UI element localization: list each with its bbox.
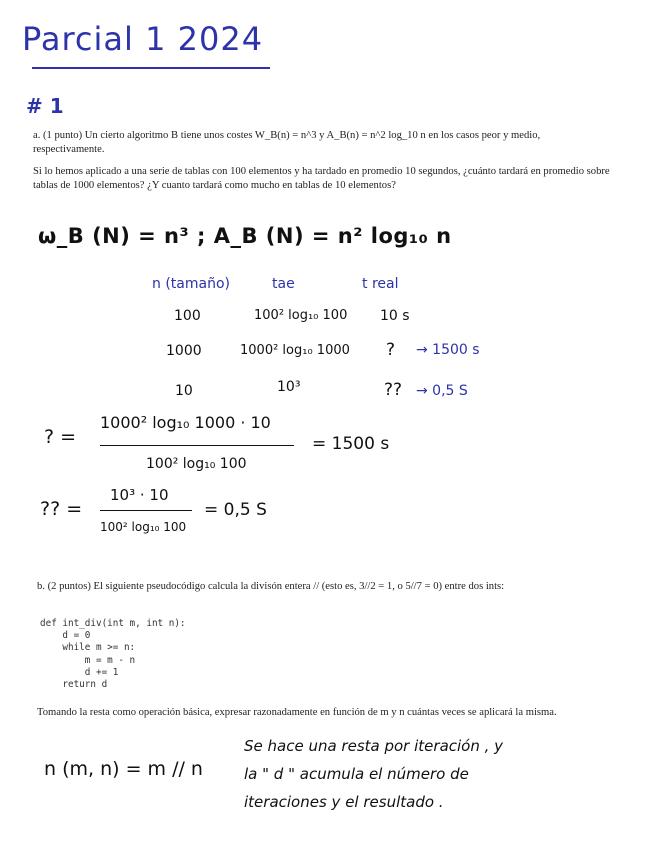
explanation-line: la " d " acumula el número de bbox=[244, 765, 469, 783]
table-cell: 100² log₁₀ 100 bbox=[254, 308, 348, 323]
table-cell: 100 bbox=[174, 308, 201, 324]
explanation-line: iteraciones y el resultado . bbox=[244, 793, 444, 811]
table-header-treal: t real bbox=[362, 276, 399, 292]
explanation-line: Se hace una resta por iteración , y bbox=[244, 737, 504, 755]
code-line: def int_div(int m, int n): bbox=[40, 618, 186, 629]
code-line: return d bbox=[40, 679, 108, 691]
part-b-question: Tomando la resta como operación básica, expresar razonadamente en función de m y n cuántas veces se aplicará la misma. bbox=[37, 707, 557, 718]
code-line: d = 0 bbox=[40, 630, 91, 642]
table-cell-result: → 1500 s bbox=[416, 342, 480, 358]
costs-line: ω_B (N) = n³ ; A_B (N) = n² log₁₀ n bbox=[38, 224, 452, 248]
table-cell: 10 s bbox=[380, 308, 410, 324]
equation-1-numerator: 1000² log₁₀ 1000 · 10 bbox=[100, 413, 271, 432]
table-cell: 10³ bbox=[277, 379, 301, 395]
table-header-n: n (tamaño) bbox=[152, 276, 230, 292]
title-underline bbox=[32, 67, 270, 69]
code-line: m = m - n bbox=[40, 654, 136, 666]
section-number: # 1 bbox=[26, 94, 64, 118]
table-cell: ? bbox=[386, 340, 396, 360]
equation-2-fraction-bar bbox=[100, 510, 192, 511]
page-title: Parcial 1 2024 bbox=[22, 20, 264, 58]
code-line: d += 1 bbox=[40, 666, 119, 678]
table-cell: 1000 bbox=[166, 343, 202, 359]
table-cell: 10 bbox=[175, 383, 193, 399]
equation-1-lhs: ? = bbox=[44, 426, 77, 448]
part-b-statement: b. (2 puntos) El siguiente pseudocódigo calcula la divisón entera // (esto es, 3//2 = 1, o 5//7 = 0) entre dos ints: bbox=[37, 581, 505, 592]
table-header-tae: tae bbox=[272, 276, 295, 292]
part-a-question: Si lo hemos aplicado a una serie de tablas con 100 elementos y ha tardado en promedio 10 segundos, ¿cuánto tardará en promedio sobre tablas de 1000 elementos? ¿Y cuanto tardará como mucho en tablas de 10 elementos? bbox=[33, 166, 610, 191]
table-cell: ?? bbox=[384, 380, 403, 400]
equation-2-denominator: 100² log₁₀ 100 bbox=[100, 520, 187, 534]
equation-2-numerator: 10³ · 10 bbox=[110, 486, 169, 504]
answer-b-formula: n (m, n) = m // n bbox=[44, 758, 203, 780]
equation-2-rhs: = 0,5 S bbox=[204, 500, 267, 520]
equation-1-denominator: 100² log₁₀ 100 bbox=[146, 456, 247, 472]
code-line: while m >= n: bbox=[40, 642, 136, 654]
table-cell-result: → 0,5 S bbox=[416, 383, 468, 399]
equation-2-lhs: ?? = bbox=[40, 498, 83, 520]
table-cell: 1000² log₁₀ 1000 bbox=[240, 343, 350, 358]
equation-1-fraction-bar bbox=[100, 445, 294, 446]
part-a-statement: a. (1 punto) Un cierto algoritmo B tiene unos costes W_B(n) = n^3 y A_B(n) = n^2 log_10 n en los casos peor y medio, respectivamente. bbox=[33, 130, 541, 155]
code-block bbox=[40, 618, 186, 691]
equation-1-rhs: = 1500 s bbox=[312, 434, 390, 454]
